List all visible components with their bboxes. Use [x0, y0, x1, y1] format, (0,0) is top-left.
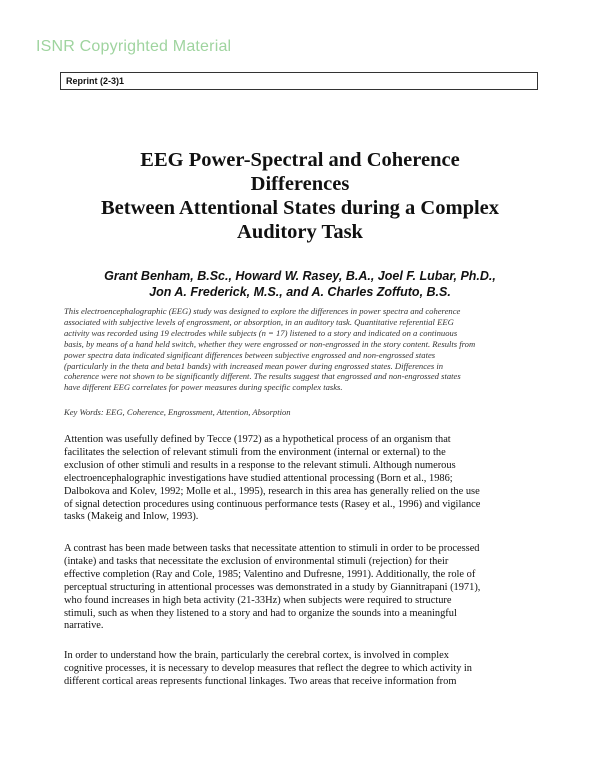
title-line: EEG Power-Spectral and Coherence	[140, 149, 460, 171]
paragraph-line: narrative.	[64, 620, 104, 632]
paragraph-line: stimuli, such as when they listened to a story and had to organize the sounds into a meaningful	[64, 607, 457, 619]
author-list	[60, 268, 540, 300]
abstract-line: have different EEG correlates for power measures during specific complex tasks.	[64, 382, 343, 393]
author-line: Jon A. Frederick, M.S., and A. Charles Zoffuto, B.S.	[149, 285, 451, 299]
paragraph-line: A contrast has been made between tasks that necessitate attention to stimuli in order to be processed	[64, 543, 480, 554]
paragraph-line: effective completion (Ray and Cole, 1985; Valentino and Dufresne, 1991). Additionally, the role of	[64, 568, 476, 580]
paragraph-line: exclusion of other stimuli and results in a response to the relevant stimuli. Although numerous	[64, 459, 456, 471]
body-paragraph	[64, 434, 540, 524]
abstract-line: basis, by means of a hand held switch, whether they were engrossed or non-engrossed in the story content. Results from	[64, 338, 476, 349]
abstract-line: power spectra data indicated significant differences between subjective engrossed and non-engrossed states	[64, 349, 436, 360]
keywords: Key Words: EEG, Coherence, Engrossment, Attention, Absorption	[64, 407, 291, 417]
paragraph-line: different cortical areas represents functional linkages. Two areas that receive information from	[64, 675, 457, 687]
author-line: Grant Benham, B.Sc., Howard W. Rasey, B.A., Joel F. Lubar, Ph.D.,	[104, 269, 496, 283]
abstract	[64, 306, 540, 393]
paragraph-line: of signal detection procedures using continuous performance tests (Rasey et al., 1996) and vigilance	[64, 498, 481, 510]
abstract-line: activity was recorded using 19 electrodes while subjects (n = 17) listened to a story and indicated on a continuous	[64, 327, 458, 338]
paragraph-line: Attention was usefully defined by Tecce (1972) as a hypothetical process of an organism that	[64, 434, 451, 445]
title-line: Between Attentional States during a Complex	[100, 197, 500, 219]
paragraph-line: (intake) and tasks that necessitate the exclusion of environmental stimuli (rejection) for their	[64, 555, 449, 567]
title-line: Differences	[250, 173, 350, 195]
abstract-line: This electroencephalographic (EEG) study was designed to explore the differences in power spectra and coherence	[64, 306, 461, 316]
paragraph-line: In order to understand how the brain, particularly the cerebral cortex, is involved in complex	[64, 650, 449, 661]
abstract-line: (particularly in the theta and beta1 bands) with increased mean power during engrossed states. Differences in	[64, 360, 444, 371]
paragraph-line: who found increases in high beta activity (21-33Hz) when subjects were required to structure	[64, 594, 452, 606]
paragraph-line: perceptual structuring in attentional processes was demonstrated in a study by Giannitrapani (1971),	[64, 581, 481, 593]
paper-title	[60, 148, 540, 244]
reprint-label: Reprint (2-3)1	[60, 72, 538, 90]
paragraph-line: facilitates the selection of relevant stimuli from the environment (internal or external) to the	[64, 446, 446, 458]
watermark: ISNR Copyrighted Material	[36, 38, 232, 55]
paragraph-line: electroencephalographic investigations have studied attentional processing (Born et al., 1986;	[64, 472, 453, 484]
paragraph-line: cognitive processes, it is necessary to develop measures that reflect the degree to which activity in	[64, 662, 472, 674]
paragraph-line: Dalbokova and Kolev, 1992; Molle et al., 1995), research in this area has generally relied on the use	[64, 485, 480, 497]
abstract-line: associated with subjective levels of engrossment, or absorption, in an auditory task. Quantitative referential EEG	[64, 316, 454, 327]
body-paragraph	[64, 650, 540, 689]
abstract-line: coherence were not shown to be significantly different. The results suggest that engrossed and non-engrossed states	[64, 371, 461, 382]
body-paragraph	[64, 543, 540, 633]
paragraph-line: tasks (Makeig and Inlow, 1993).	[64, 511, 199, 523]
title-line: Auditory Task	[237, 221, 363, 243]
